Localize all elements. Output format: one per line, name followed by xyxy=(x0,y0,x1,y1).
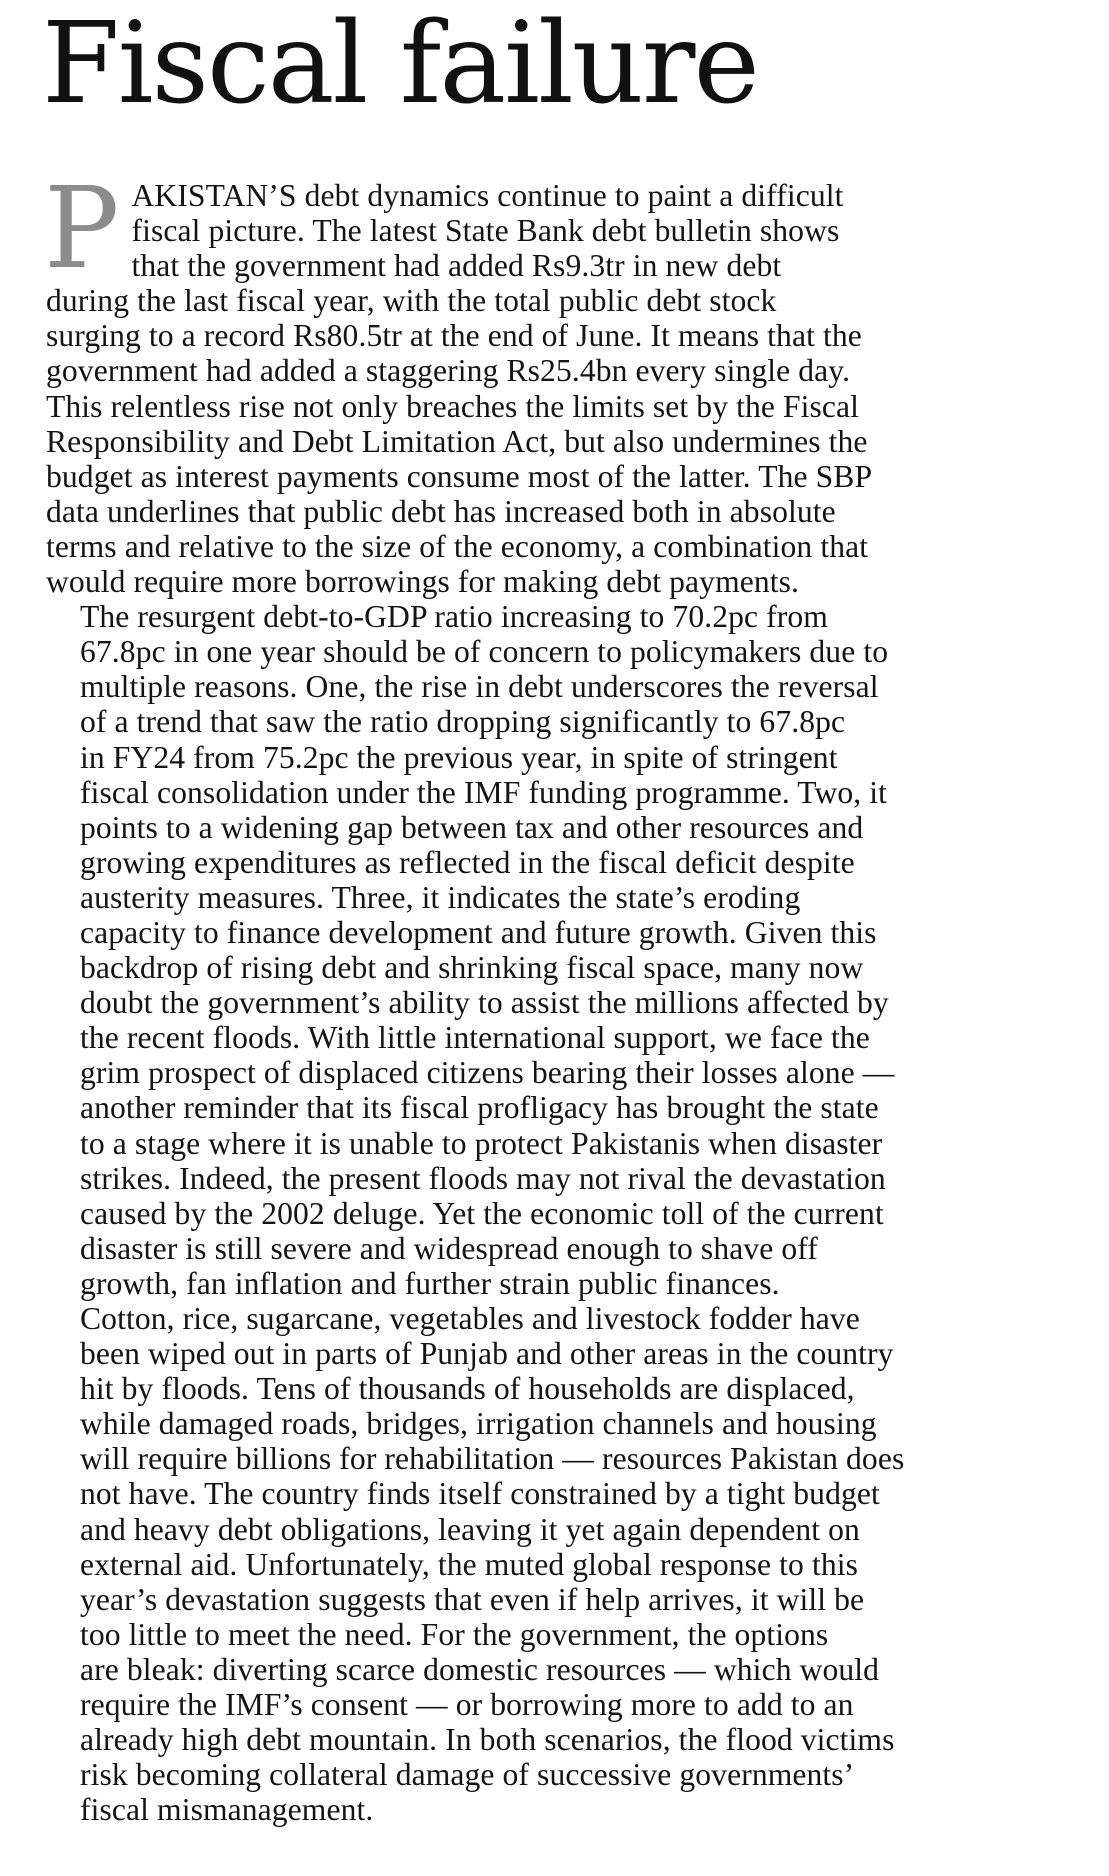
text-line: too little to meet the need. For the government, the options xyxy=(80,1616,829,1652)
text-line: This relentless rise not only breaches the limits set by the Fiscal xyxy=(46,388,860,424)
text-line: disaster is still severe and widespread enough to shave off xyxy=(80,1230,818,1266)
text-line: budget as interest payments consume most of the latter. The SBP xyxy=(46,458,873,494)
text-line: already high debt mountain. In both scenarios, the flood victims xyxy=(80,1722,895,1758)
text-line: hit by floods. Tens of thousands of households are displaced, xyxy=(80,1371,855,1407)
text-line: and heavy debt obligations, leaving it yet again dependent on xyxy=(80,1511,860,1547)
text-line: Responsibility and Debt Limitation Act, but also undermines the xyxy=(46,423,868,459)
text-line: caused by the 2002 deluge. Yet the economic toll of the current xyxy=(80,1195,884,1231)
text-line: AKISTAN’S debt dynamics continue to paint a difficult xyxy=(131,178,844,213)
text-line: been wiped out in parts of Punjab and other areas in the country xyxy=(80,1336,894,1372)
paragraph-3 xyxy=(46,1301,1096,1827)
text-line: another reminder that its fiscal profligacy has brought the state xyxy=(80,1090,879,1126)
text-line: doubt the government’s ability to assist the millions affected by xyxy=(80,985,889,1021)
text-line: fiscal consolidation under the IMF funding programme. Two, it xyxy=(80,774,888,810)
article-body xyxy=(44,164,1096,1828)
text-line: strikes. Indeed, the present floods may not rival the devastation xyxy=(80,1160,886,1196)
text-line: require the IMF’s consent — or borrowing more to add to an xyxy=(80,1687,854,1723)
text-line: that the government had added Rs9.3tr in new debt xyxy=(131,248,782,284)
text-line: external aid. Unfortunately, the muted global response to this xyxy=(80,1546,858,1582)
text-line: are bleak: diverting scarce domestic resources — which would xyxy=(80,1651,880,1687)
drop-cap: P xyxy=(44,164,120,294)
text-line: while damaged roads, bridges, irrigation channels and housing xyxy=(80,1406,877,1442)
article-headline: Fiscal failure xyxy=(42,0,758,129)
text-line: backdrop of rising debt and shrinking fiscal space, many now xyxy=(80,950,864,986)
paragraph-1 xyxy=(44,164,1096,600)
text-line: grim prospect of displaced citizens bearing their losses alone — xyxy=(80,1055,895,1091)
text-line: points to a widening gap between tax and other resources and xyxy=(80,809,864,845)
text-line: the recent floods. With little international support, we face the xyxy=(80,1020,870,1056)
text-line: year’s devastation suggests that even if help arrives, it will be xyxy=(80,1581,865,1617)
text-line: multiple reasons. One, the rise in debt underscores the reversal xyxy=(80,669,879,705)
editorial-article xyxy=(42,0,1096,1828)
text-line: 67.8pc in one year should be of concern to policymakers due to xyxy=(80,634,889,670)
text-line: of a trend that saw the ratio dropping significantly to 67.8pc xyxy=(80,704,846,740)
text-line: austerity measures. Three, it indicates the state’s eroding xyxy=(80,879,801,915)
text-line: government had added a staggering Rs25.4bn every single day. xyxy=(46,353,851,389)
text-line: capacity to finance development and future growth. Given this xyxy=(80,914,877,950)
text-line: growth, fan inflation and further strain public finances. xyxy=(80,1265,780,1301)
text-line: to a stage where it is unable to protect Pakistanis when disaster xyxy=(80,1125,883,1161)
text-line: data underlines that public debt has increased both in absolute xyxy=(46,493,836,529)
text-line: not have. The country finds itself constrained by a tight budget xyxy=(80,1476,880,1512)
text-line: during the last fiscal year, with the total public debt stock xyxy=(46,283,777,319)
text-line: terms and relative to the size of the economy, a combination that xyxy=(46,528,869,564)
text-line: Cotton, rice, sugarcane, vegetables and livestock fodder have xyxy=(80,1301,860,1336)
text-line: will require billions for rehabilitation — resources Pakistan does xyxy=(80,1441,905,1477)
text-line: in FY24 from 75.2pc the previous year, in spite of stringent xyxy=(80,739,838,775)
text-line: would require more borrowings for making debt payments. xyxy=(46,564,800,600)
text-line: fiscal picture. The latest State Bank debt bulletin shows xyxy=(131,213,840,249)
text-line: risk becoming collateral damage of successive governments’ xyxy=(80,1757,855,1793)
text-line: fiscal mismanagement. xyxy=(80,1792,374,1828)
text-line: surging to a record Rs80.5tr at the end of June. It means that the xyxy=(46,318,862,354)
paragraph-2 xyxy=(46,599,1096,1301)
text-line: The resurgent debt-to-GDP ratio increasing to 70.2pc from xyxy=(80,599,828,635)
text-line: growing expenditures as reflected in the fiscal deficit despite xyxy=(80,844,855,880)
